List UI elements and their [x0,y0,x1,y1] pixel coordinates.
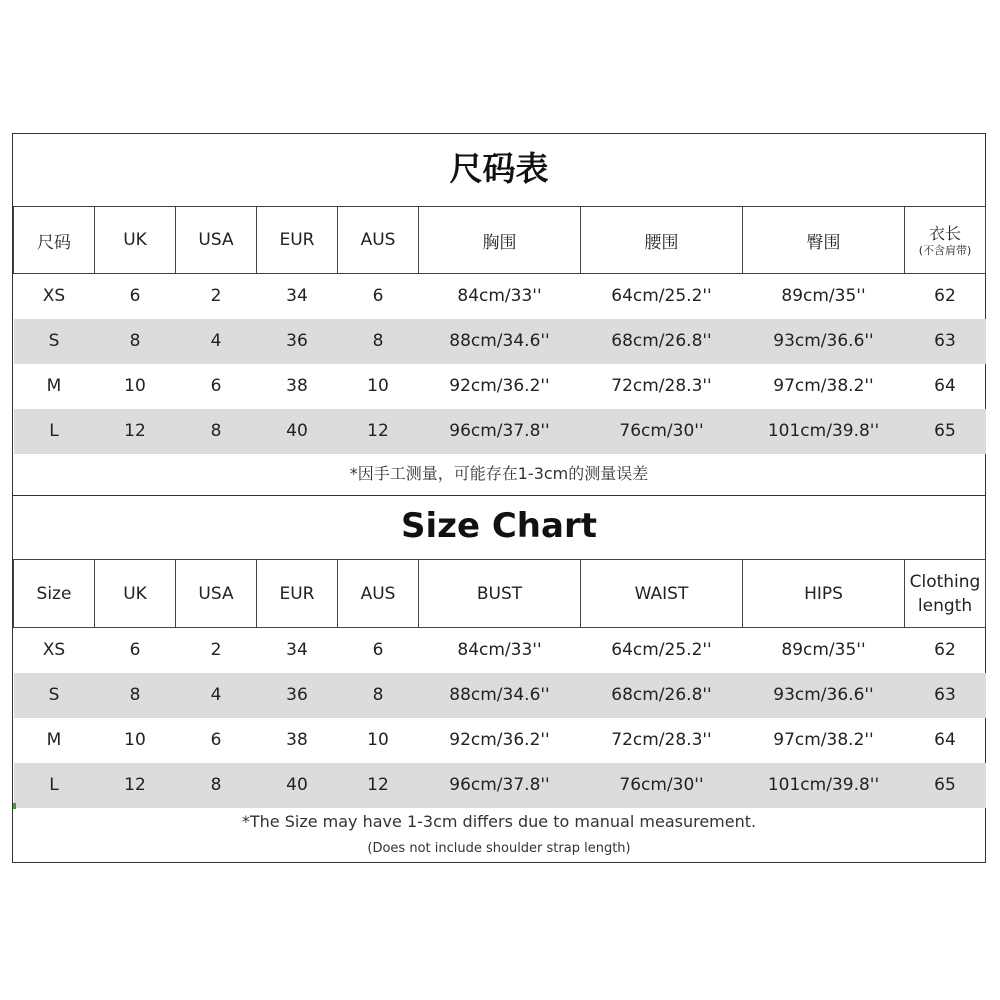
cn-header-waist: 腰围 [581,207,743,274]
cn-header-bust: 胸围 [419,207,581,274]
cn-cell-aus: 12 [338,409,419,454]
cn-header-aus: AUS [338,207,419,274]
en-cell-length: 64 [934,730,956,750]
en-cell-hips: 93cm/36.6'' [743,673,905,718]
cn-cell-usa: 4 [176,319,257,364]
en-cell-usa: 6 [210,730,222,750]
en-cell-length: 65 [905,763,986,808]
en-cell-aus: 8 [338,673,419,718]
cn-header-eur: EUR [257,207,338,274]
en-cell-length: 63 [905,673,986,718]
cn-cell-hips: 97cm/38.2'' [773,376,874,396]
table-row [14,409,986,454]
cn-cell-size: M [46,376,62,396]
section-divider [13,495,985,496]
en-cell-aus: 6 [372,640,384,661]
cn-cell-hips: 89cm/35'' [781,286,866,307]
cn-cell-usa: 2 [210,286,222,307]
en-cell-eur: 36 [257,673,338,718]
cn-title: 尺码表 [449,149,549,188]
cn-table [13,206,986,454]
cn-header-uk: UK [95,207,176,274]
cn-cell-bust: 92cm/36.2'' [449,376,550,396]
en-header-waist: WAIST [581,560,743,628]
cn-cell-uk: 6 [129,286,141,307]
table-row [14,319,986,364]
en-cell-size: L [14,763,95,808]
en-cell-waist: 72cm/28.3'' [611,730,712,750]
cn-cell-waist: 72cm/28.3'' [611,376,712,396]
cn-cell-aus: 10 [367,376,389,396]
en-header-size: Size [14,560,95,628]
en-cell-length: 62 [934,640,956,661]
table-row [14,673,986,718]
en-cell-waist: 76cm/30'' [581,763,743,808]
cn-cell-bust: 84cm/33'' [457,286,542,307]
en-cell-aus: 10 [367,730,389,750]
en-cell-uk: 6 [129,640,141,661]
en-cell-uk: 10 [124,730,146,750]
en-header-hips: HIPS [743,560,905,628]
en-header-bust: BUST [419,560,581,628]
en-note: *The Size may have 1-3cm differs due to manual measurement. [241,812,757,831]
en-cell-uk: 12 [95,763,176,808]
cn-cell-uk: 8 [95,319,176,364]
cn-cell-size: S [14,319,95,364]
cn-cell-eur: 38 [286,376,308,396]
table-row [14,763,986,808]
cn-cell-hips: 101cm/39.8'' [743,409,905,454]
en-cell-size: XS [42,640,66,661]
en-cell-size: S [14,673,95,718]
en-cell-eur: 34 [286,640,308,661]
cn-cell-length: 65 [905,409,986,454]
cn-header-length-sub: (不含肩带) [918,243,972,257]
en-cell-bust: 92cm/36.2'' [449,730,550,750]
cn-cell-eur: 34 [286,286,308,307]
en-cell-hips: 101cm/39.8'' [743,763,905,808]
cn-cell-uk: 10 [124,376,146,396]
table-row [14,718,986,763]
en-cell-waist: 68cm/26.8'' [581,673,743,718]
cn-cell-size: XS [42,286,66,307]
cn-note: *因手工测量，可能存在1-3cm的测量误差 [349,464,649,483]
en-cell-eur: 38 [286,730,308,750]
en-header-length: Clothing length [905,560,986,628]
en-header-eur: EUR [257,560,338,628]
cn-header-length [905,207,986,274]
cn-cell-waist: 76cm/30'' [581,409,743,454]
cn-cell-waist: 68cm/26.8'' [581,319,743,364]
en-cell-size: M [46,730,62,750]
en-cell-bust: 88cm/34.6'' [419,673,581,718]
en-cell-hips: 97cm/38.2'' [773,730,874,750]
cn-cell-bust: 96cm/37.8'' [419,409,581,454]
cn-header-size: 尺码 [14,207,95,274]
cn-cell-eur: 36 [257,319,338,364]
corner-mark [13,803,16,809]
en-cell-hips: 89cm/35'' [781,640,866,661]
en-cell-usa: 4 [176,673,257,718]
en-cell-usa: 2 [210,640,222,661]
cn-cell-size: L [14,409,95,454]
en-note-sub: (Does not include shoulder strap length) [367,841,631,856]
en-cell-eur: 40 [257,763,338,808]
en-header-usa: USA [176,560,257,628]
cn-cell-aus: 6 [372,286,384,307]
en-cell-bust: 84cm/33'' [457,640,542,661]
cn-header-hips: 臀围 [743,207,905,274]
table-row [14,274,986,319]
cn-header-usa: USA [176,207,257,274]
cn-cell-eur: 40 [257,409,338,454]
en-cell-aus: 12 [338,763,419,808]
en-title: Size Chart [401,506,597,546]
en-cell-uk: 8 [95,673,176,718]
en-cell-waist: 64cm/25.2'' [611,640,712,661]
size-chart [12,133,986,863]
table-row [14,364,986,409]
cn-cell-hips: 93cm/36.6'' [743,319,905,364]
cn-cell-bust: 88cm/34.6'' [419,319,581,364]
cn-cell-aus: 8 [338,319,419,364]
cn-cell-length: 62 [934,286,956,307]
en-cell-usa: 8 [176,763,257,808]
en-table [13,559,986,808]
cn-cell-waist: 64cm/25.2'' [611,286,712,307]
cn-cell-length: 64 [934,376,956,396]
en-cell-bust: 96cm/37.8'' [419,763,581,808]
en-header-aus: AUS [338,560,419,628]
cn-cell-length: 63 [905,319,986,364]
cn-cell-usa: 6 [210,376,222,396]
cn-header-length-label: 衣长 [928,223,961,243]
table-row [14,628,986,673]
en-header-uk: UK [95,560,176,628]
cn-cell-uk: 12 [95,409,176,454]
cn-cell-usa: 8 [176,409,257,454]
